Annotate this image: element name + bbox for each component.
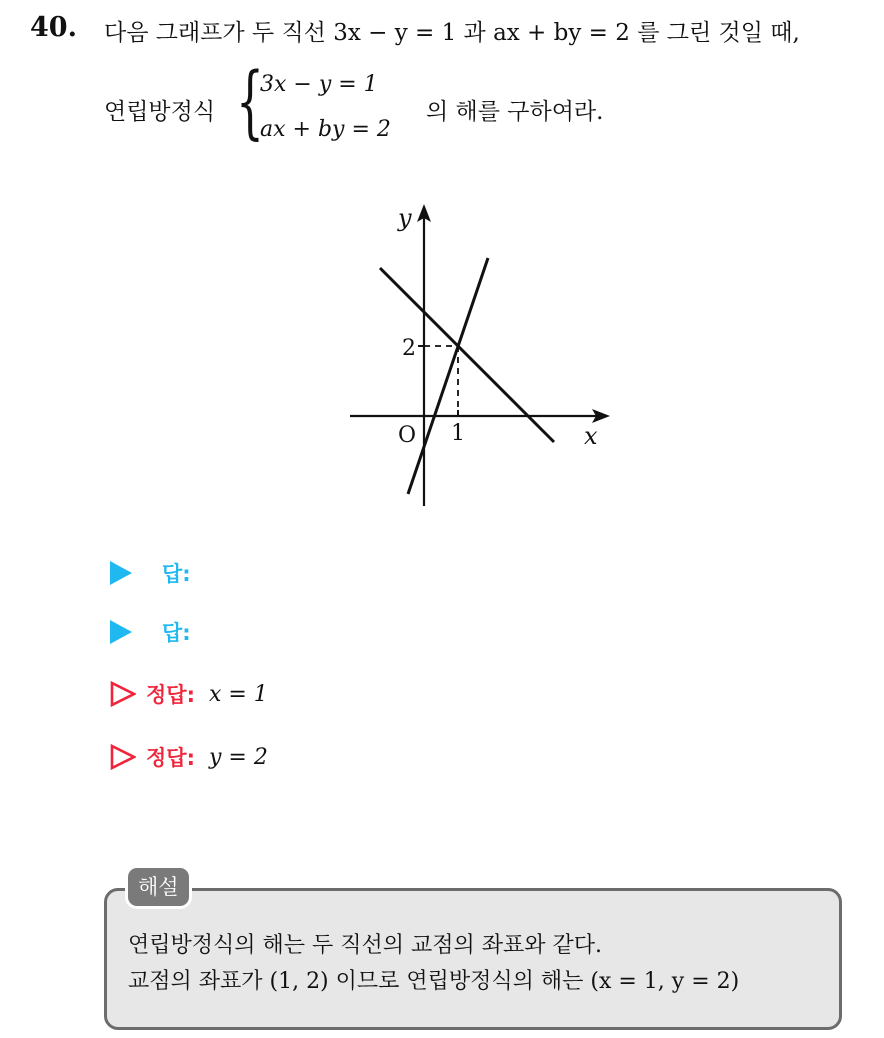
system-tail: 의 해를 구하여라. [426,99,604,125]
correct-label: 정답: [146,746,195,770]
question-number: 40. [30,12,77,43]
line-3x-y-1 [408,258,488,494]
brace-icon: { [236,55,264,148]
explanation-tag: 해설 [128,868,189,906]
tick-label-x-1: 1 [451,421,465,446]
answer-label: 답: [162,562,191,586]
question-text: 다음 그래프가 두 직선 3x − y = 1 과 ax + by = 2 를 그린 것일 때, [104,20,800,46]
system-label: 연립방정식 [104,99,216,125]
equation-2: ax + by = 2 [260,117,391,142]
correct-value: x = 1 [208,681,268,707]
correct-label: 정답: [146,683,195,707]
play-triangle-icon [110,620,132,644]
outline-triangle-icon [110,744,136,770]
x-axis-label: x [584,422,598,450]
play-triangle-icon [110,561,132,585]
answer-label: 답: [162,621,191,645]
answer-row-2 [110,615,191,649]
correct-row-2 [110,740,268,774]
tick-label-y-2: 2 [402,336,416,361]
explanation-box [104,888,842,1030]
outline-triangle-icon [110,681,136,707]
answer-row-1 [110,556,191,590]
origin-label: O [398,423,417,448]
correct-row-1 [110,677,268,711]
explanation-line-1: 연립방정식의 해는 두 직선의 교점의 좌표와 같다. [128,933,602,958]
coordinate-graph [340,200,620,510]
correct-value: y = 2 [208,744,268,770]
explanation-line-2: 교점의 좌표가 (1, 2) 이므로 연립방정식의 해는 (x = 1, y = 2) [128,969,740,994]
y-axis-label: y [398,204,412,232]
equation-1: 3x − y = 1 [260,72,378,97]
